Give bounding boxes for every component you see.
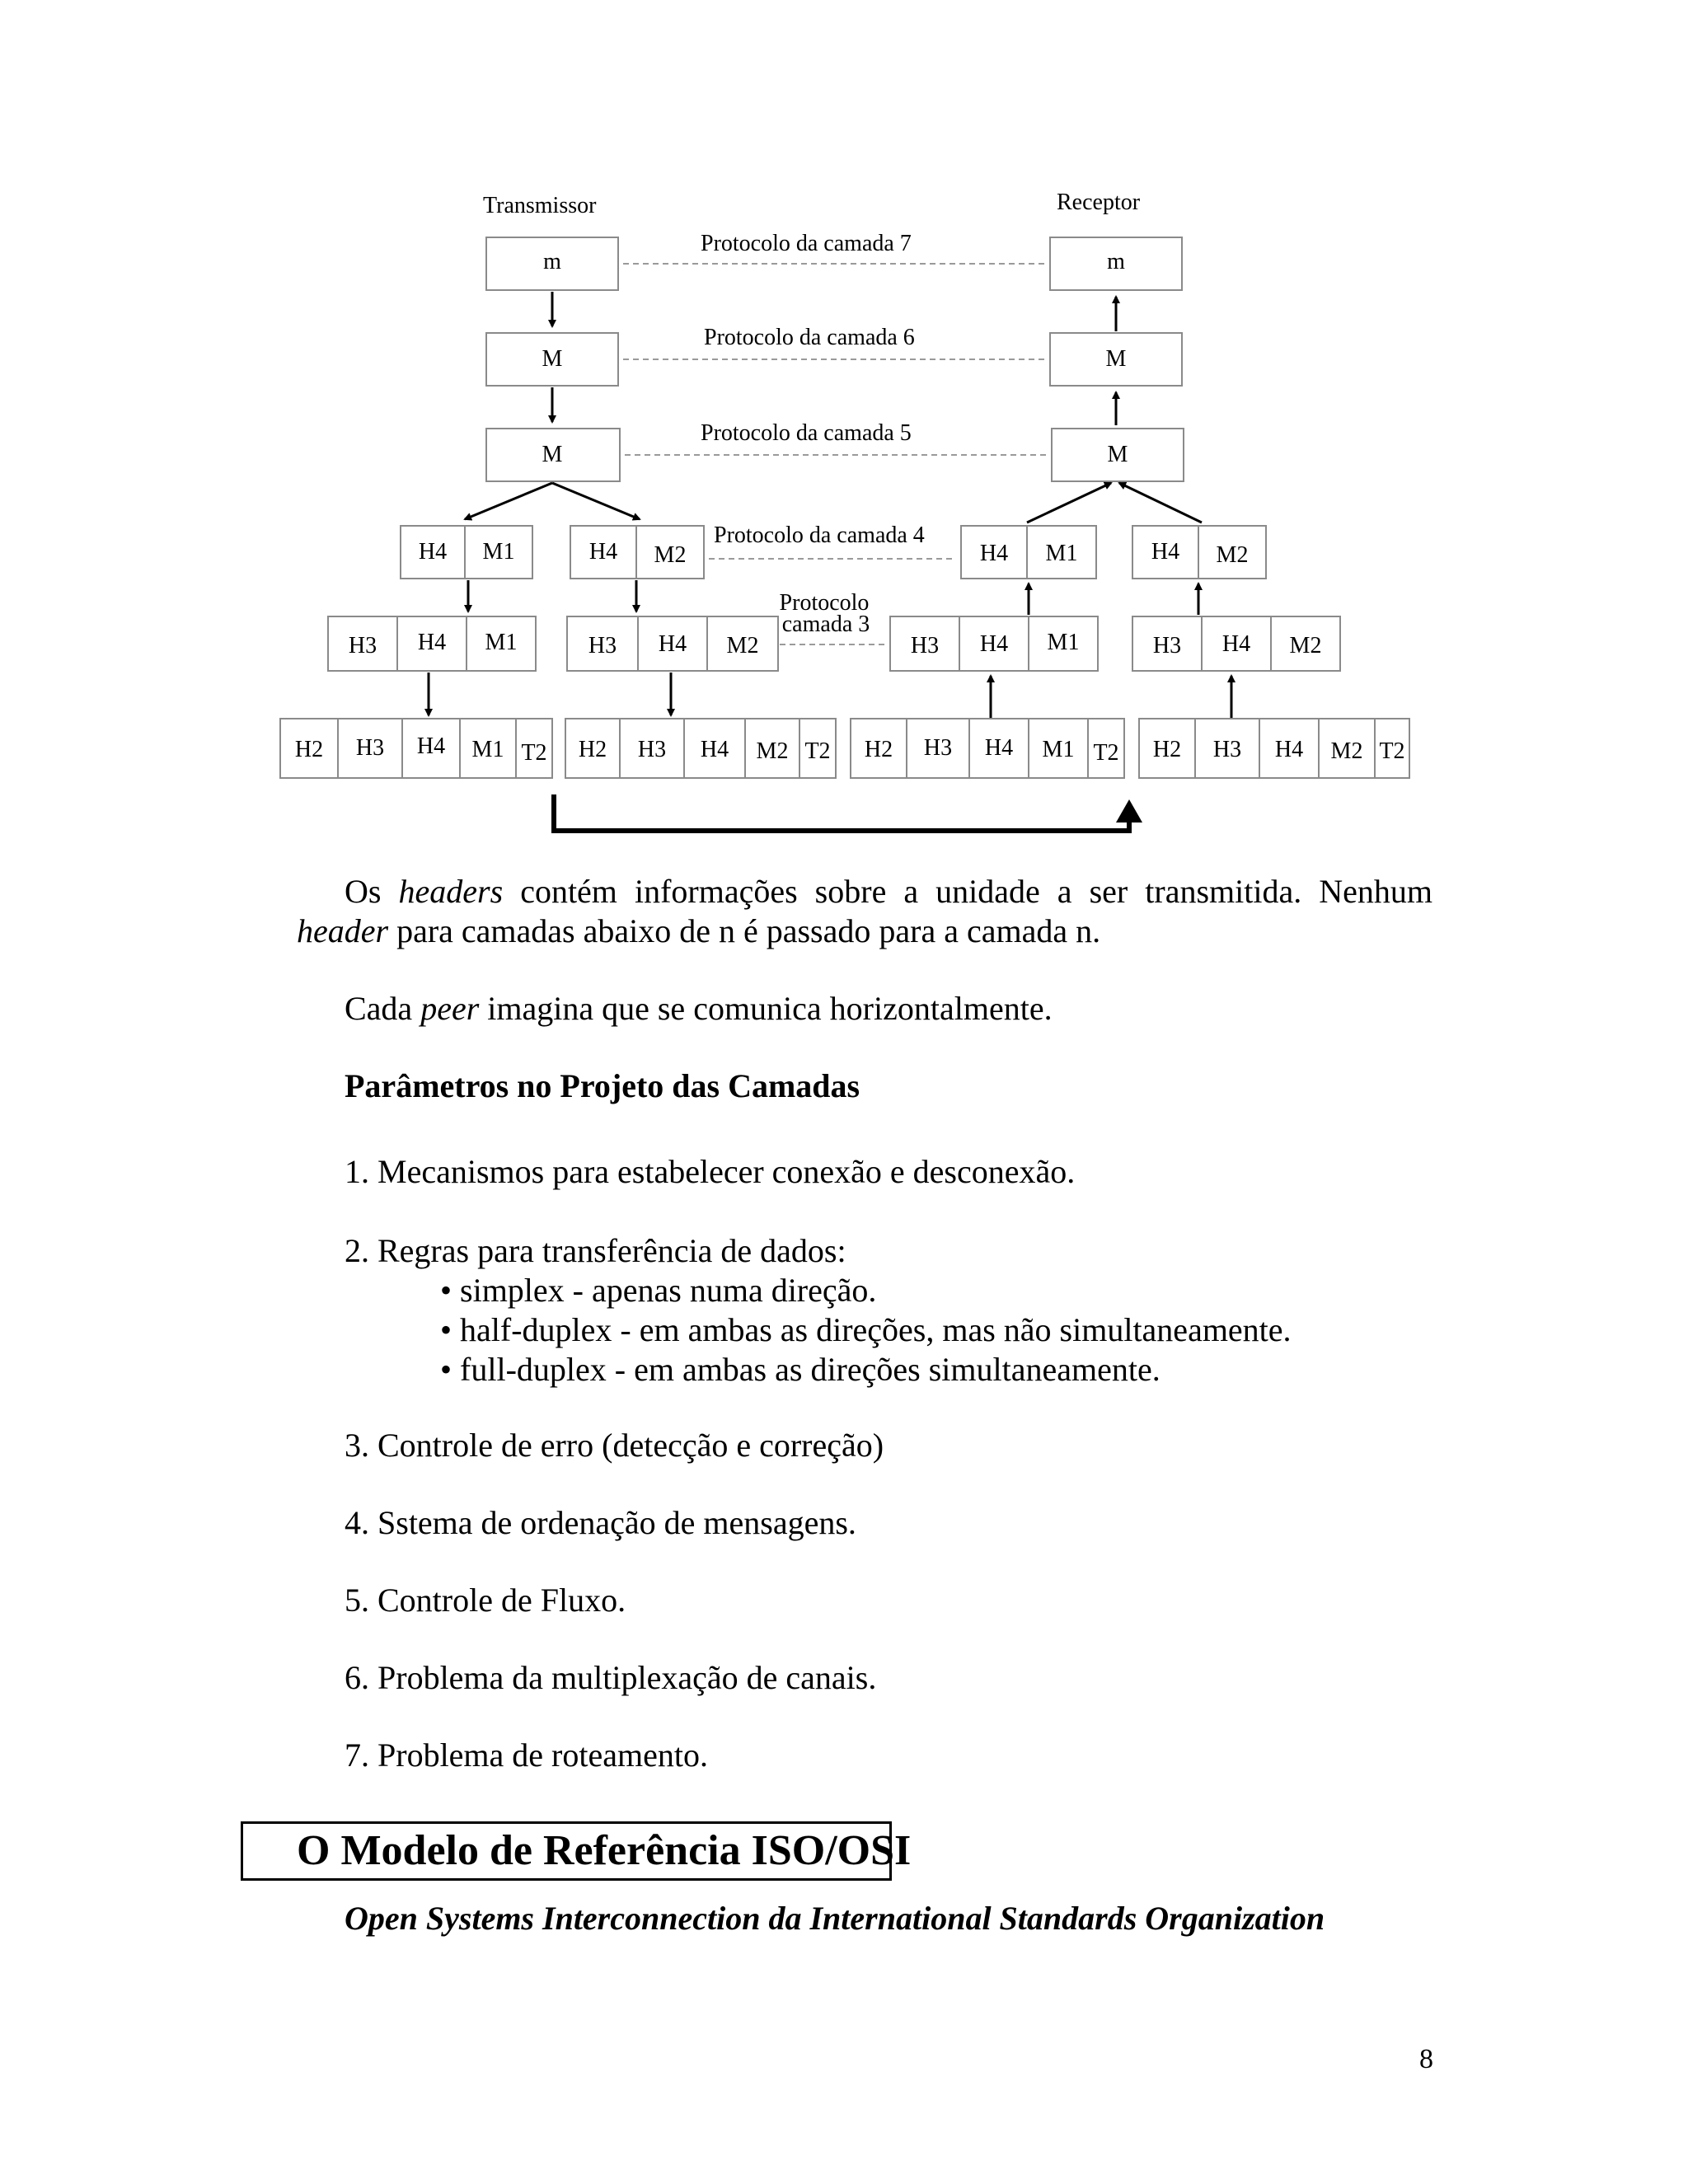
tx3b-m2-text: M2: [726, 633, 759, 658]
list-item-7: 7. Problema de roteamento.: [345, 1736, 708, 1774]
tx2a-h3-text: H3: [355, 735, 385, 761]
tx3b-h4-text: H4: [658, 631, 687, 657]
tx2b-t2-text: T2: [804, 738, 831, 764]
rx4a-h4-text: H4: [979, 541, 1009, 566]
rx2a-h3-text: H3: [923, 735, 953, 761]
paragraph-headers: [297, 872, 1432, 951]
tx2b-m2-text: M2: [756, 738, 789, 764]
rx3b-m2-text: M2: [1289, 633, 1322, 658]
physical-link-line: [554, 794, 1129, 831]
rx-layer7-text: m: [1107, 249, 1125, 274]
list-item-4: 4. Sstema de ordenação de mensagens.: [345, 1504, 856, 1541]
tx4a-h4-text: H4: [418, 539, 448, 565]
bullet-half-duplex-text: half-duplex - em ambas as direções, mas não simultaneamente.: [460, 1311, 1292, 1348]
list-item-6: 6. Problema da multiplexação de canais.: [345, 1659, 877, 1696]
rx-join-arrow-left: [1027, 483, 1111, 523]
bullet-full-duplex: [440, 1350, 1160, 1390]
bullet-full-duplex-text: full-duplex - em ambas as direções simultaneamente.: [460, 1351, 1160, 1388]
tx2a-h2-text: H2: [294, 737, 324, 762]
rx-join-arrow-right: [1119, 483, 1202, 523]
rx2a-h2-text: H2: [864, 737, 893, 762]
protocol-layer6-label: Protocolo da camada 6: [704, 325, 915, 350]
bullet-icon: •: [440, 1272, 452, 1309]
rx2b-h2-text: H2: [1152, 737, 1182, 762]
bullet-simplex-text: simplex - apenas numa direção.: [460, 1272, 877, 1309]
tx2a-m1-text: M1: [471, 737, 504, 762]
rx2a-h4-text: H4: [984, 735, 1014, 761]
tx2b-h4-text: H4: [700, 737, 729, 762]
tx-split-arrow-left: [465, 483, 552, 519]
tx-layer7-text: m: [543, 249, 561, 274]
p2-post: imagina que se comunica horizontalmente.: [487, 990, 1053, 1027]
tx3a-h4-text: H4: [417, 630, 447, 655]
list-item-1: 1. Mecanismos para estabelecer conexão e desconexão.: [345, 1153, 1076, 1190]
rx-layer5-text: M: [1107, 442, 1128, 467]
protocol-layer5-label: Protocolo da camada 5: [701, 420, 912, 446]
bullet-half-duplex: [440, 1310, 1292, 1350]
physical-link-arrowhead: [1116, 799, 1142, 823]
page-number: 8: [1419, 2044, 1433, 2074]
tx4b-m2-text: M2: [654, 542, 687, 568]
rx2b-m2-text: M2: [1330, 738, 1363, 764]
tx2a-h4-text: H4: [416, 733, 446, 759]
p2-pre: Cada: [345, 990, 413, 1027]
section-heading: O Modelo de Referência ISO/OSI: [297, 1827, 912, 1874]
tx3b-h3-text: H3: [588, 633, 617, 658]
tx4a-m1-text: M1: [482, 539, 515, 565]
tx4b-h4-text: H4: [588, 539, 618, 565]
rx4b-m2-text: M2: [1216, 542, 1249, 568]
bullet-icon: •: [440, 1311, 452, 1348]
rx4b-h4-text: H4: [1151, 539, 1180, 565]
protocol-layer7-label: Protocolo da camada 7: [701, 231, 912, 256]
tx-layer6-text: M: [542, 346, 563, 372]
p1-headers-term: headers: [398, 873, 504, 910]
rx2b-h3-text: H3: [1212, 737, 1242, 762]
list-item-2: 2. Regras para transferência de dados:: [345, 1232, 846, 1269]
protocol-layer4-label: Protocolo da camada 4: [714, 523, 925, 548]
bullet-icon: •: [440, 1351, 452, 1388]
rx2b-t2-text: T2: [1379, 738, 1405, 764]
protocol-layer3-label-1: Protocolo: [779, 590, 870, 616]
list-item-5: 5. Controle de Fluxo.: [345, 1582, 626, 1619]
rx2b-h4-text: H4: [1274, 737, 1304, 762]
tx-layer5-text: M: [542, 442, 563, 467]
rx3a-h3-text: H3: [910, 633, 940, 658]
rx3a-m1-text: M1: [1047, 630, 1080, 655]
paragraph-peer: [345, 989, 1053, 1029]
tx2b-h2-text: H2: [578, 737, 607, 762]
rx3a-h4-text: H4: [979, 631, 1009, 657]
osi-subtitle: Open Systems Interconnection da International Standards Organization: [345, 1900, 1325, 1937]
receiver-label: Receptor: [1057, 190, 1141, 215]
tx3a-h3-text: H3: [348, 633, 377, 658]
tx-split-arrow-right: [552, 483, 640, 519]
tx2a-t2-text: T2: [521, 740, 547, 766]
p1-rest1: contém informações sobre a unidade a ser transmitida. Nenhum: [520, 873, 1433, 910]
list-item-3: 3. Controle de erro (detecção e correção): [345, 1427, 884, 1464]
bullet-simplex: [440, 1271, 876, 1310]
layered-protocol-diagram: [0, 0, 1688, 874]
rx2a-t2-text: T2: [1093, 740, 1119, 766]
rx4a-m1-text: M1: [1045, 541, 1078, 566]
p1-header-term: header: [297, 912, 389, 949]
protocol-layer3-label-2: camada 3: [781, 612, 870, 637]
p1-rest2: para camadas abaixo de n é passado para a camada n.: [396, 912, 1101, 949]
transmitter-label: Transmissor: [483, 193, 597, 218]
tx3a-m1-text: M1: [485, 630, 518, 655]
rx3b-h3-text: H3: [1152, 633, 1182, 658]
rx3b-h4-text: H4: [1221, 631, 1251, 657]
tx2b-h3-text: H3: [637, 737, 667, 762]
p2-peer-term: peer: [420, 990, 480, 1027]
rx-layer6-text: M: [1105, 346, 1127, 372]
section-title: Parâmetros no Projeto das Camadas: [345, 1067, 860, 1104]
rx2a-m1-text: M1: [1042, 737, 1075, 762]
p1-word-os: Os: [345, 873, 382, 910]
